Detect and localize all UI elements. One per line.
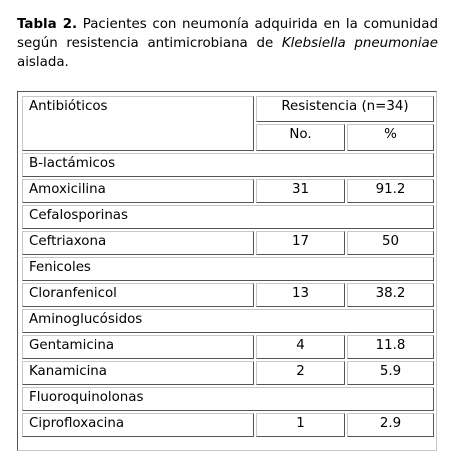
- caption-label: Tabla 2.: [17, 17, 78, 32]
- table-group-row: Cefalosporinas: [22, 205, 434, 229]
- table-group-row: Fluoroquinolonas: [22, 387, 434, 411]
- header-antibioticos: Antibióticos: [22, 96, 254, 151]
- table-cell-antibiotic: Ceftriaxona: [22, 231, 254, 255]
- table-cell-pct: 5.9: [347, 361, 434, 385]
- table-cell-pct: 38.2: [347, 283, 434, 307]
- table-cell-pct: 50: [347, 231, 434, 255]
- header-resistencia: Resistencia (n=34): [256, 96, 434, 122]
- table-cell-pct: 11.8: [347, 335, 434, 359]
- table-cell-no: 2: [256, 361, 345, 385]
- table-group-row: Aminoglucósidos: [22, 309, 434, 333]
- table-caption: [17, 15, 438, 72]
- table-cell-antibiotic: Ciprofloxacina: [22, 413, 254, 437]
- table-cell-antibiotic: Gentamicina: [22, 335, 254, 359]
- table-cell-no: 1: [256, 413, 345, 437]
- table-cell-pct: 2.9: [347, 413, 434, 437]
- resistance-table: [17, 91, 437, 451]
- table-group-row: B-lactámicos: [22, 153, 434, 177]
- table-cell-no: 17: [256, 231, 345, 255]
- table-cell-antibiotic: Amoxicilina: [22, 179, 254, 203]
- table-cell-pct: 91.2: [347, 179, 434, 203]
- caption-text: Pacientes con neumonía adquirida en la comunidad según resistencia antimicrobiana de: [17, 17, 438, 51]
- table-group-row: Fenicoles: [22, 257, 434, 281]
- table-cell-no: 4: [256, 335, 345, 359]
- table-cell-antibiotic: Cloranfenicol: [22, 283, 254, 307]
- table-cell-no: 31: [256, 179, 345, 203]
- table-cell-antibiotic: Kanamicina: [22, 361, 254, 385]
- table-cell-no: 13: [256, 283, 345, 307]
- header-no: No.: [256, 124, 345, 151]
- header-pct: %: [347, 124, 434, 151]
- caption-organism: Klebsiella pneumoniae: [281, 36, 438, 51]
- caption-text-end: aislada.: [17, 55, 69, 70]
